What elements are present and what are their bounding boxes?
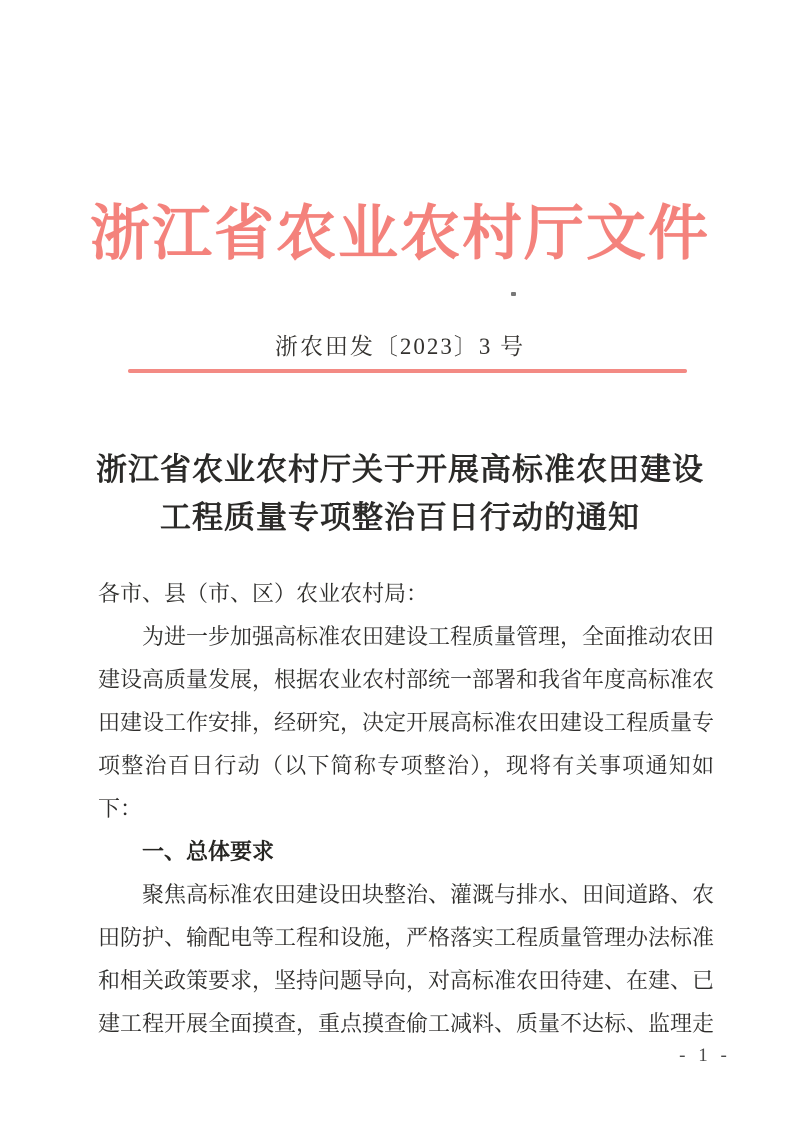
section-1-heading: 一、总体要求	[142, 839, 275, 864]
salutation-line: 各市、县（市、区）农业农村局：	[98, 581, 429, 606]
section-1-paragraph: 聚焦高标准农田建设田块整治、灌溉与排水、田间道路、农田防护、输配电等工程和设施，严格落实工程质量管理办法标准和相关政策要求，坚持问题导向，对高标准农田待建、在建、已建工程开展全面摸查，重点摸查偷工减料、质量不达标、监理走	[98, 882, 715, 1036]
page-number: - 1 -	[679, 1045, 731, 1066]
document-title	[60, 446, 740, 542]
document-reference-number: 浙农田发〔2023〕3 号	[274, 334, 526, 359]
document-body	[98, 572, 714, 1045]
agency-letterhead: 浙江省农业农村厅文件	[90, 201, 710, 267]
red-divider-rule	[128, 369, 687, 373]
document-title-line-2: 工程质量专项整治百日行动的通知	[160, 500, 640, 535]
scan-artifact-speck	[511, 292, 516, 296]
intro-paragraph: 为进一步加强高标准农田建设工程质量管理，全面推动农田建设高质量发展，根据农业农村部统一部署和我省年度高标准农田建设工作安排，经研究，决定开展高标准农田建设工程质量专项整治百日行动（以下简称专项整治），现将有关事项通知如下：	[98, 624, 715, 821]
document-title-line-1: 浙江省农业农村厅关于开展高标准农田建设	[96, 452, 704, 487]
